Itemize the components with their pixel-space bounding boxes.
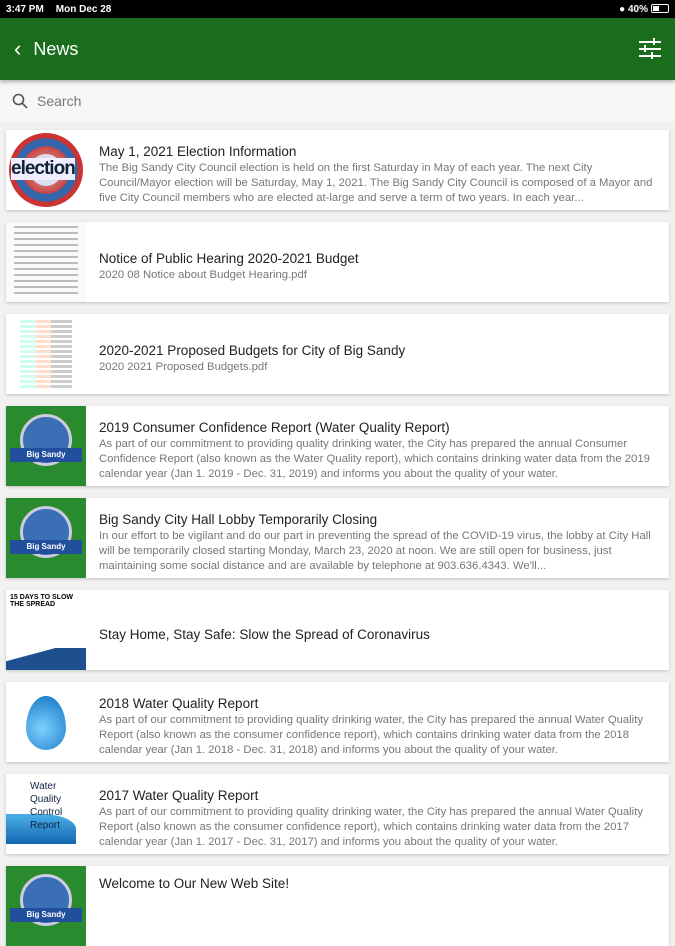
wifi-icon: ● xyxy=(619,3,626,15)
battery-percent: 40% xyxy=(627,3,648,15)
news-item-title: Stay Home, Stay Safe: Slow the Spread of Coronavirus xyxy=(99,626,430,642)
status-date: Mon Dec 28 xyxy=(55,3,112,15)
news-item-description: In our effort to be vigilant and do our part in preventing the spread of the COVID-19 virus, the lobby at City Hall will be temporarily closed starting Monday, March 23, 2020 at noon. We are still open for business, just maintaining some social distance and are available by telephone at 903.636.4343. We'll... xyxy=(99,530,651,572)
city-seal-thumbnail: Big Sandy xyxy=(6,866,86,946)
page-title: News xyxy=(33,38,79,59)
news-item[interactable] xyxy=(6,406,669,486)
news-item-title: May 1, 2021 Election Information xyxy=(99,144,297,159)
news-item-title: Notice of Public Hearing 2020-2021 Budget xyxy=(99,251,359,266)
news-item[interactable] xyxy=(6,866,669,946)
news-item[interactable] xyxy=(6,682,669,762)
news-item-title: 2019 Consumer Confidence Report (Water Quality Report) xyxy=(99,420,450,435)
news-item-title: Big Sandy City Hall Lobby Temporarily Closing xyxy=(99,512,378,527)
news-item-description: 2020 08 Notice about Budget Hearing.pdf xyxy=(99,269,307,281)
news-item[interactable] xyxy=(6,774,669,854)
search-input[interactable] xyxy=(37,93,337,109)
back-button[interactable]: ‹ xyxy=(14,36,22,61)
news-item[interactable] xyxy=(6,314,669,394)
news-list xyxy=(0,122,675,946)
city-seal-thumbnail: Big Sandy xyxy=(6,498,86,578)
news-item[interactable] xyxy=(6,222,669,302)
water-drop-thumbnail xyxy=(6,682,86,762)
news-item-description: As part of our commitment to providing quality drinking water, the City has prepared the annual Consumer Confidence Report (also known as the Water Quality report), which contains drinking water data from the 2019 calendar year (Jan 1. 2019 - Dec. 31, 2019) and informs you about the quality of your water. xyxy=(99,438,650,480)
city-seal-thumbnail: Big Sandy xyxy=(6,406,86,486)
filter-sliders-icon[interactable] xyxy=(639,39,661,59)
news-item[interactable] xyxy=(6,590,669,670)
news-item-description: The Big Sandy City Council election is held on the first Saturday in May of each year. The next City Council/Mayor election will be Saturday, May 1, 2021. The Big Sandy City Council is composed of a Mayor and five City Council members who are elected at-large and serve a term of two years. In each year... xyxy=(99,162,653,204)
news-item-description: As part of our commitment to providing quality drinking water, the City has prepared the annual Water Quality Report (also known as the consumer confidence report), which contains drinking water data from the 2018 calendar year (Jan 1. 2018 - Dec. 31, 2018) and informs you about the quality of your water. xyxy=(99,714,643,756)
news-item-description: As part of our commitment to providing quality drinking water, the City has prepared the annual Water Quality Report (also known as the consumer confidence report), which contains drinking water data from the 2017 calendar year (Jan 1. 2017 - Dec. 31, 2017) and informs you about the quality of your water. xyxy=(99,806,643,848)
news-item-title: Welcome to Our New Web Site! xyxy=(99,876,290,891)
news-item-title: 2018 Water Quality Report xyxy=(99,696,259,711)
document-thumbnail xyxy=(6,222,86,302)
news-item-title: 2020-2021 Proposed Budgets for City of Big Sandy xyxy=(99,343,406,358)
battery-icon xyxy=(651,4,669,13)
news-item[interactable] xyxy=(6,498,669,578)
news-item[interactable] xyxy=(6,130,669,210)
water-wave-thumbnail: Water Quality Control Report xyxy=(6,774,86,854)
news-item-title: 2017 Water Quality Report xyxy=(99,788,259,803)
coronavirus-thumbnail: 15 DAYS TO SLOW THE SPREAD xyxy=(6,590,86,670)
status-time: 3:47 PM xyxy=(6,3,44,15)
search-bar xyxy=(0,80,675,122)
news-item-description: 2020 2021 Proposed Budgets.pdf xyxy=(99,361,268,373)
search-icon xyxy=(12,93,28,109)
election-thumbnail: election xyxy=(6,130,86,210)
spreadsheet-thumbnail xyxy=(6,314,86,394)
status-bar xyxy=(0,0,675,18)
app-header xyxy=(0,18,675,80)
